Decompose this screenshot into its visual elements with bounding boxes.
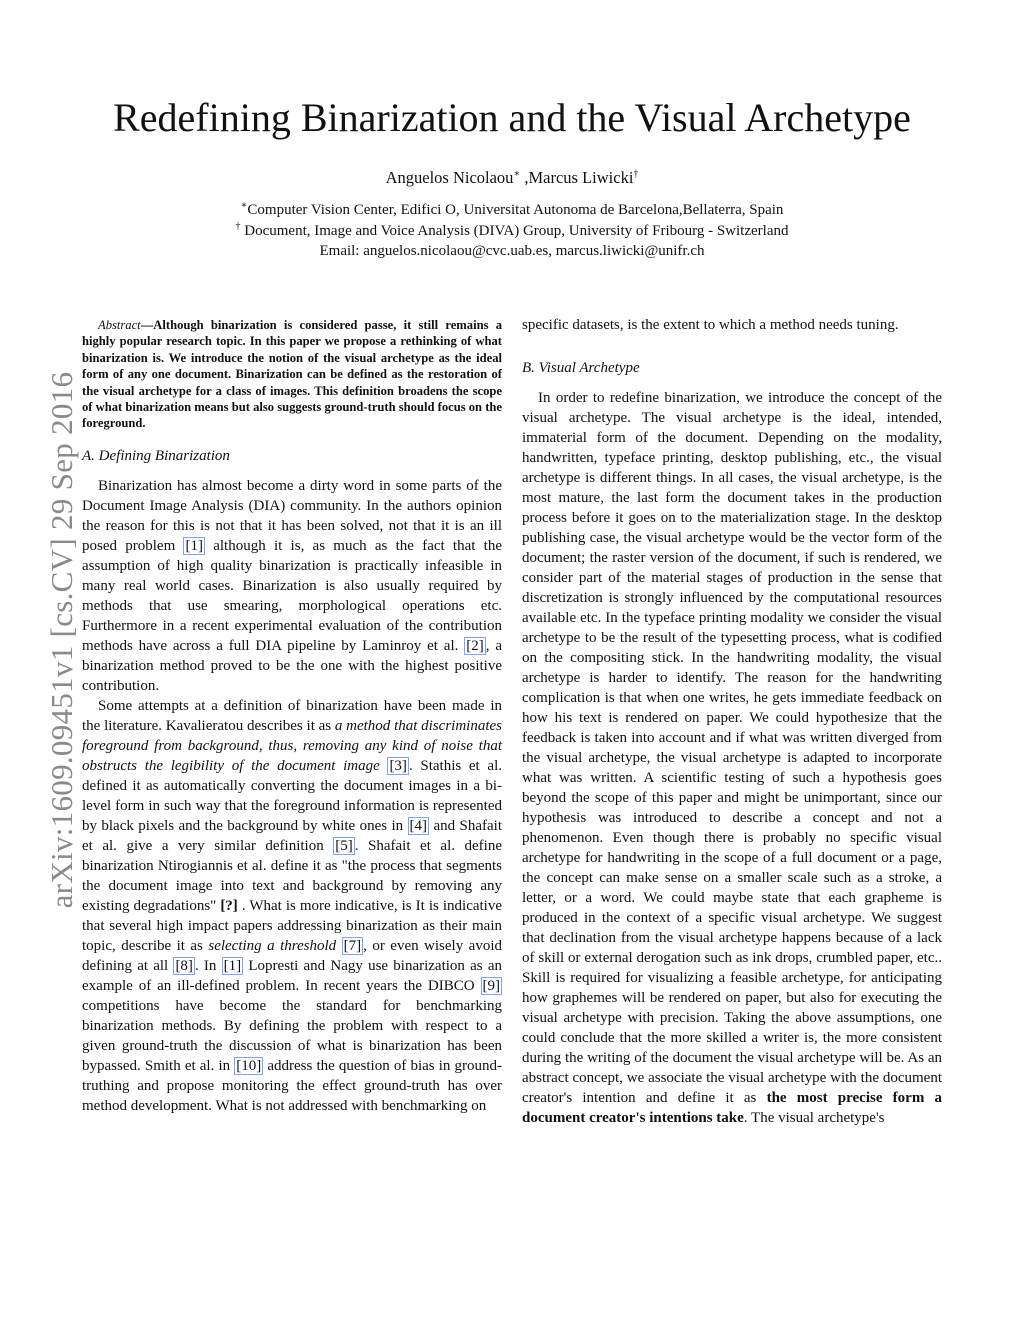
author-name: Anguelos Nicolaou <box>385 168 514 187</box>
right-column <box>522 315 942 1128</box>
citation-link[interactable]: [7] <box>343 937 362 954</box>
affiliation-line <box>0 221 1024 242</box>
arxiv-identifier: arXiv:1609.09451v1 [cs.CV] 29 Sep 2016 <box>44 371 79 909</box>
citation-link[interactable]: [9] <box>482 977 500 994</box>
paragraph: Binarization has almost become a dirty word in some parts of the Document Image Analysis (DIA) community. In the authors opinion the reason for this is not that it has been solved, not that it is an ill posed problem [1] although it is, as much as the fact that the assumption of high quality binarization is practically infeasible in many real world cases. Binarization is also usually required by methods that use smearing, morphological operations etc. Furthermore in a recent experimental evaluation of the contribution methods have across a full DIA pipeline by Laminroy et al. [2] , a binarization method proved to be the one with the highest positive contribution. <box>82 477 502 694</box>
paper-title: Redefining Binarization and the Visual Archetype <box>113 95 911 140</box>
paragraph: In order to redefine binarization, we introduce the concept of the visual archetype. The visual archetype is the ideal, intended, immaterial form of the document. Depending on the modality, handwritten, typeface printing, desktop publishing, etc., the visual archetype is different things. In all cases, the visual archetype, is the most mature, the last form the document takes in the production process before it goes on to the materialization stage. In the desktop publishing case, the visual archetype would be the vector form of the document; the raster version of the document, if such is rendered, we consider part of the material stages of production in the sense that discretization is strongly influenced by the computational resources available etc. In the typeface printing modality we consider the visual archetype to be the result of the typesetting process, what is codified on the compositing stick. In the handwriting modality, the visual archetype is harder to identify. The reason for the handwriting complication is that when one writes, he gets immediate feedback on how his text is rendered on paper. We could hypothesize that the feedback is taken into account and if what was written diverged from the visual archetype, the visual archetype is adapted to incorporate what was written. A scientific testing of such a hypothesis goes beyond the scope of this paper and might be unimportant, since our hypothesis was introduced to describe a concept and not a phenomenon. Even though there is probably no specific visual archetype for handwriting in the scope of a full document or a page, the concept can make sense on a smaller scale such as a stroke, a letter, or a word. We could maybe state that each grapheme is produced in the context of a specific visual archetype. We suggest that declination from the visual archetype happens because of a lack of skill or external derogation such as ink drops, crumbled paper, etc.. Skill is required for visualizing a feasible archetype, for anticipating how graphemes will be rendered on paper, but also for executing the visual archetype with precision. Taking the above assumptions, one could conclude that the more skilled a writer is, the more consistent during the writing of the document the visual archetype will be. As an abstract concept, we associate the visual archetype with the document creator's intention and define it as the most precise form a document creator's intentions take. The visual archetype's <box>522 390 942 1126</box>
citation-link[interactable]: [10] <box>236 1057 262 1074</box>
section-heading: B. Visual Archetype <box>522 360 640 376</box>
citation-link[interactable]: [2] <box>466 637 484 654</box>
paragraph-continuation: specific datasets, is the extent to which a method needs tuning. <box>522 317 899 333</box>
affiliation-line <box>0 200 1024 221</box>
abstract-label: Abstract <box>98 318 141 332</box>
emphasized-definition: the most precise form a document creator's intentions take <box>522 1090 942 1126</box>
abstract-dash: — <box>140 318 154 332</box>
affiliations <box>0 200 1024 262</box>
quoted-definition: a method that discriminates foreground from background, thus, removing any kind of noise that obstructs the legibility of the document image <box>82 717 502 774</box>
author-mark: ∗ <box>513 168 521 180</box>
abstract-text: Although binarization is considered passe, it still remains a highly popular research topic. In this paper we propose a rethinking of what binarization is. We introduce the notion of the visual archetype as the ideal form of any one document. Binarization can be defined as the restoration of the visual archetype for a class of images. This definition broadens the scope of what binarization means but also suggests ground-truth should focus on the foreground. <box>82 318 502 431</box>
affiliation-mark: ∗ <box>240 200 248 211</box>
citation-link[interactable]: [1] <box>223 957 242 974</box>
author-name: Marcus Liwicki <box>528 168 634 187</box>
paragraph: Some attempts at a definition of binarization have been made in the literature. Kavalieratou describes it as a method that discriminates foreground from background, thus, removing any kind of noise that obstructs the legibility of the document image [3] . Stathis et al. defined it as automatically converting the document images in a bi-level form in such way that the foreground information is represented by black pixels and the background by white ones in [4] and Shafait et al. give a very similar definition [5] . Shafait et al. define binarization Ntirogiannis et al. define it as "the process that segments the document image into text and background by removing any existing degradations" [?] . What is more indicative, is It is indicative that several high impact papers addressing binarization as their main topic, describe it as selecting a threshold [7] , or even wisely avoid defining at all [8] . In [1] Lopresti and Nagy use binarization as an example of an ill-defined problem. In recent years the DIBCO [9] competitions have become the standard for benchmarking binarization methods. By defining the problem with respect to a given ground-truth the discussion of what is binarization has been bypassed. Smith et al. in [10] address the question of bias in ground-truthing and propose monitoring the effect ground-truth has over method development. What is not addressed with benchmarking on <box>82 697 502 1114</box>
affiliation-mark: † <box>235 220 241 232</box>
author-separator: , <box>520 168 529 187</box>
left-column <box>82 317 502 1116</box>
author-mark: † <box>633 168 639 180</box>
citation-link[interactable]: [3] <box>389 757 407 774</box>
affiliation-text: Document, Image and Voice Analysis (DIVA) Group, University of Fribourg - Switzerland <box>240 222 789 239</box>
citation-link[interactable]: [4] <box>409 817 428 834</box>
abstract <box>82 317 502 432</box>
email-line: Email: anguelos.nicolaou@cvc.uab.es, marcus.liwicki@unifr.ch <box>319 243 705 259</box>
author-line <box>0 167 1024 189</box>
citation-link[interactable]: [5] <box>335 837 353 854</box>
unresolved-citation: [?] <box>220 897 238 914</box>
citation-link[interactable]: [8] <box>175 957 193 974</box>
citation-link[interactable]: [1] <box>185 537 203 554</box>
affiliation-text: Computer Vision Center, Edifici O, Universitat Autonoma de Barcelona,Bellaterra, Spain <box>247 202 784 218</box>
quoted-definition: selecting a threshold <box>208 937 337 954</box>
section-heading: A. Defining Binarization <box>82 447 230 464</box>
